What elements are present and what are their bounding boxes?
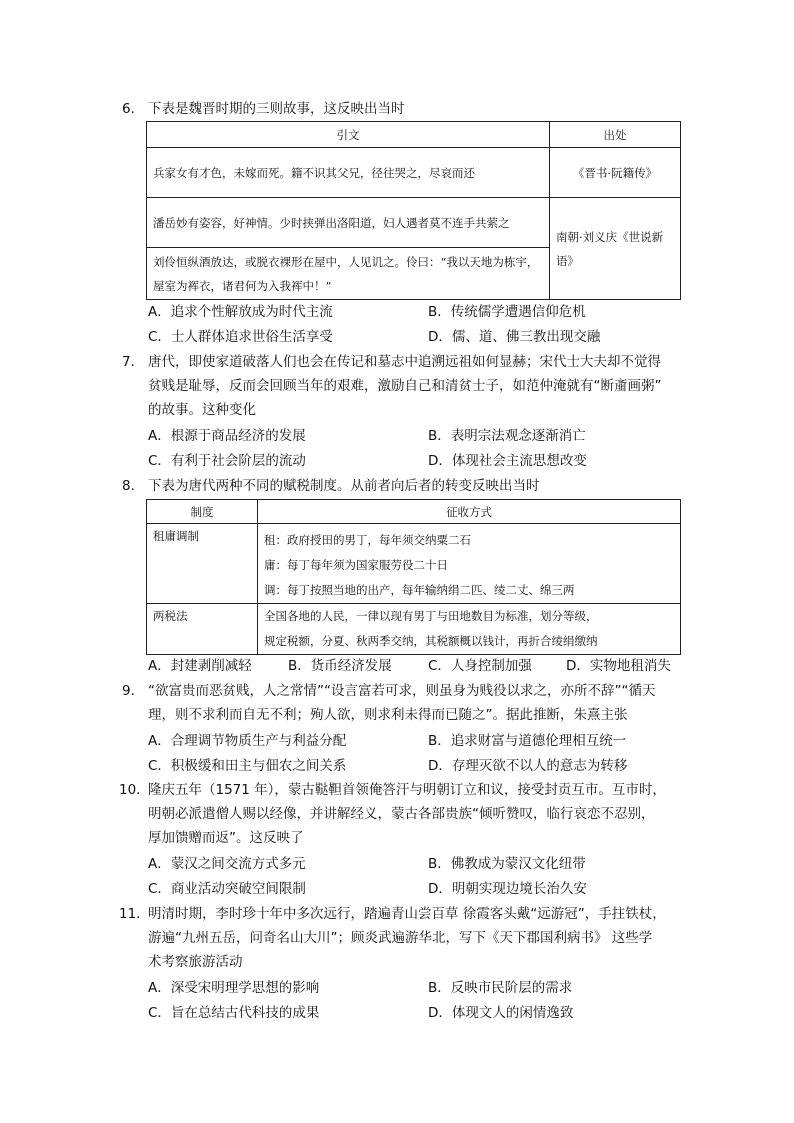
- question-stem-line: 明朝必派遣僧人赐以经像，并讲解经义，蒙古各部贵族“倾听赞叹，临行哀恋不忍别，: [148, 806, 655, 822]
- question-number: 6．: [122, 101, 145, 117]
- question-stem-line: 厚加馈赠而返”。这反映了: [148, 830, 304, 846]
- method-line: 调：每丁按照当地的出产，每年输纳绢二匹、绫二丈、绵三两: [264, 583, 575, 597]
- method-line: 全国各地的人民，一律以现有男丁与田地数目为标准，划分等级，: [264, 609, 598, 623]
- question-number: 10．: [119, 782, 150, 798]
- option-d: D．体现文人的闲情逸致: [428, 1005, 574, 1021]
- option-d: D．存理灭欲不以人的意志为转移: [428, 758, 628, 774]
- q6-table: [146, 121, 681, 300]
- option-d: D．明朝实现边境长治久安: [428, 881, 587, 897]
- option-b: B．佛教成为蒙汉文化纽带: [428, 856, 586, 872]
- question-stem: 下表为唐代两种不同的赋税制度。从前者向后者的转变反映出当时: [148, 478, 540, 494]
- question-stem-line: “欲富贵而恶贫贱，人之常情”“设言富若可求，则虽身为贱役以求之，亦所不辞”“循天: [148, 683, 656, 699]
- question-stem-line: 术考察旅游活动: [148, 954, 243, 970]
- question-stem-line: 唐代，即使家道破落人们也会在传记和墓志中追溯远祖如何显赫；宋代士大夫却不觉得: [148, 354, 661, 370]
- option-a: A．蒙汉之间交流方式多元: [148, 856, 306, 872]
- table-cell-method: [258, 604, 681, 655]
- option-c: C．旨在总结古代科技的成果: [148, 1005, 320, 1021]
- table-header-method: 征收方式: [258, 500, 681, 524]
- option-c: C．有利于社会阶层的流动: [148, 453, 306, 469]
- option-a: A．追求个性解放成为时代主流: [148, 304, 333, 320]
- question-stem-line: 的故事。这种变化: [148, 402, 256, 418]
- option-b: B．传统儒学遭遇信仰危机: [428, 304, 586, 320]
- option-b: B．追求财富与道德伦理相互统一: [428, 733, 627, 749]
- option-b: B．反映市民阶层的需求: [428, 980, 573, 996]
- table-cell-quote: 兵家女有才色，未嫁而死。籍不识其父兄，径往哭之，尽哀而还: [147, 148, 550, 198]
- option-a: A．深受宋明理学思想的影响: [148, 980, 320, 996]
- option-a: A．封建剥削减轻: [148, 658, 252, 674]
- method-line: 庸：每丁每年须为国家服劳役二十日: [264, 558, 448, 572]
- option-c: C．商业活动突破空间限制: [148, 881, 306, 897]
- q8-table: [146, 499, 681, 655]
- question-stem-line: 贫贱是耻辱，反而会回顾当年的艰难，激励自己和清贫士子，如范仲淹就有“断齑画粥”: [148, 378, 662, 394]
- table-header-system: 制度: [147, 500, 258, 524]
- method-line: 规定税额，分夏、秋两季交纳，其税额概以钱计，再折合绫绢缴纳: [264, 634, 598, 648]
- question-stem-line: 隆庆五年（1571 年），蒙古鞑靼首领俺答汗与明朝订立和议，接受封贡互市。互市时，: [148, 782, 666, 798]
- table-cell-source: 南朝·刘义庆《世说新语》: [550, 198, 681, 300]
- table-header-source: 出处: [550, 122, 681, 148]
- question-stem-line: 游遍“九州五岳，问奇名山大川”；顾炎武遍游华北，写下《天下郡国利病书》 这些学: [148, 930, 653, 946]
- table-cell-quote: 潘岳妙有姿容，好神情。少时挟弹出洛阳道，妇人遇者莫不连手共萦之: [147, 198, 550, 248]
- method-line: 租：政府授田的男丁，每年须交纳粟二石: [264, 533, 471, 547]
- option-b: B．表明宗法观念逐渐消亡: [428, 428, 586, 444]
- question-stem-line: 明清时期，李时珍十年中多次远行，踏遍青山尝百草 徐霞客头戴“远游冠”，手拄铁杖，: [148, 906, 666, 922]
- option-c: C．士人群体追求世俗生活享受: [148, 329, 333, 345]
- option-b: B．货币经济发展: [288, 658, 392, 674]
- option-d: D．体现社会主流思想改变: [428, 453, 587, 469]
- question-stem-line: 理，则不求利而自无不利；殉人欲，则求利未得而已随之”。据此推断，朱熹主张: [148, 707, 628, 723]
- option-c: C．人身控制加强: [428, 658, 532, 674]
- option-d: D．儒、道、佛三教出现交融: [428, 329, 601, 345]
- table-cell-method: [258, 524, 681, 604]
- table-cell-quote: 刘伶恒纵酒放达，或脱衣裸形在屋中，人见讥之。伶曰：“我以天地为栋宇，屋室为裈衣，诸君何为入我裈中！”: [147, 248, 550, 300]
- option-a: A．合理调节物质生产与利益分配: [148, 733, 347, 749]
- table-cell-source: 《晋书·阮籍传》: [550, 148, 681, 198]
- option-d: D．实物地租消失: [566, 658, 671, 674]
- question-number: 7．: [122, 354, 145, 370]
- option-c: C．积极缓和田主与佃农之间关系: [148, 758, 347, 774]
- table-cell-system: 两税法: [147, 604, 258, 655]
- question-number: 8．: [122, 478, 145, 494]
- question-number: 9．: [122, 683, 145, 699]
- question-stem: 下表是魏晋时期的三则故事，这反映出当时: [148, 101, 405, 117]
- option-a: A．根源于商品经济的发展: [148, 428, 306, 444]
- table-header-quote: 引文: [147, 122, 550, 148]
- table-cell-system: 租庸调制: [147, 524, 258, 604]
- question-number: 11．: [119, 906, 150, 922]
